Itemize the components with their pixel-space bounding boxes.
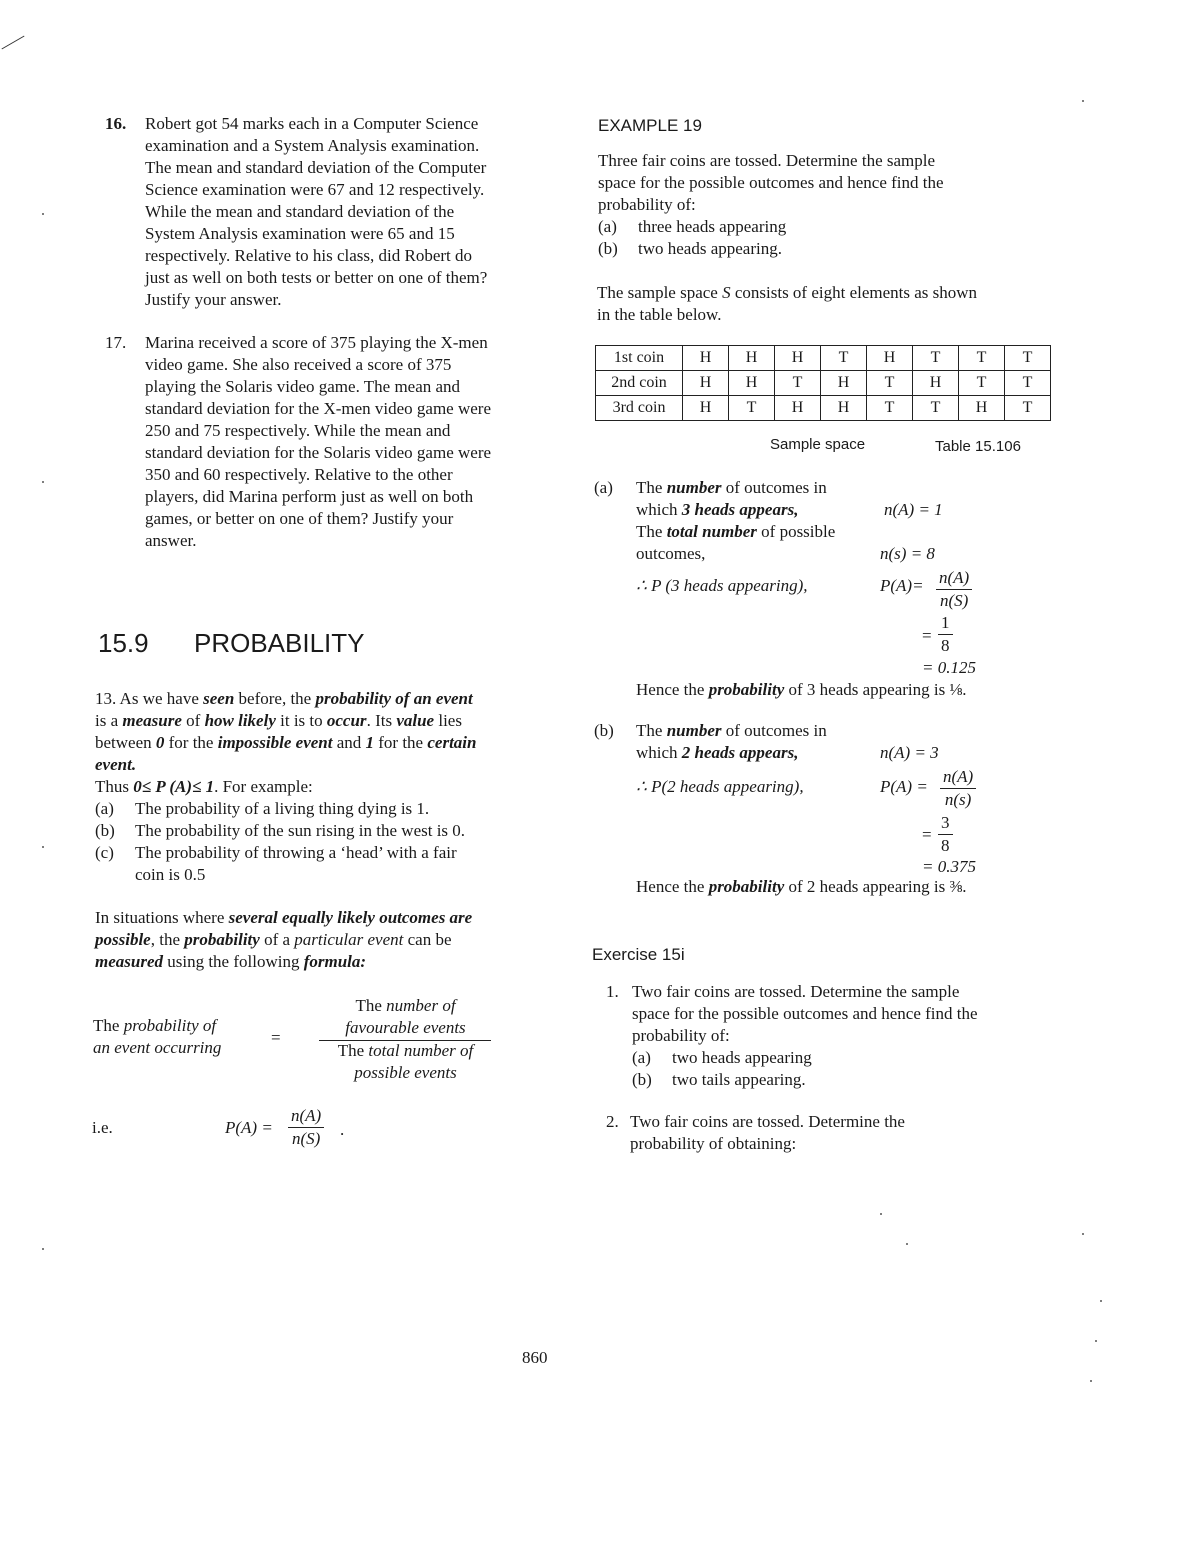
question-number: 1. bbox=[606, 982, 619, 1001]
text-line: space for the possible outcomes and hence find the bbox=[632, 1004, 978, 1023]
denominator: 8 bbox=[941, 636, 950, 655]
fraction-na-ns bbox=[936, 567, 972, 612]
text-emphasis: several equally likely outcomes are bbox=[228, 908, 473, 927]
table-cell: T bbox=[959, 371, 1005, 396]
formula-fraction bbox=[288, 1105, 324, 1150]
denominator: n(S) bbox=[939, 591, 969, 610]
text-line: space for the possible outcomes and hence find the bbox=[598, 173, 944, 192]
text-line: 350 and 60 respectively. Relative to the other bbox=[145, 465, 453, 484]
table-cell: H bbox=[683, 371, 729, 396]
sample-space-table bbox=[595, 345, 1051, 421]
table-row bbox=[596, 371, 1051, 396]
fraction-na-ns bbox=[940, 766, 976, 811]
text-emphasis: probability bbox=[708, 680, 785, 699]
table-cell: T bbox=[821, 346, 867, 371]
item-text: two heads appearing bbox=[672, 1048, 812, 1067]
text: and bbox=[332, 733, 366, 752]
text: The bbox=[337, 1041, 369, 1060]
table-cell: H bbox=[821, 396, 867, 421]
item-text: The probability of a living thing dying is 1. bbox=[135, 799, 430, 818]
probability-statement: ∴ P(2 heads appearing), bbox=[636, 777, 804, 796]
scan-speck bbox=[906, 1243, 908, 1245]
row-header: 3rd coin bbox=[596, 396, 683, 421]
text-emphasis: how likely bbox=[204, 711, 276, 730]
table-cell: H bbox=[959, 396, 1005, 421]
scan-speck bbox=[1082, 1233, 1084, 1235]
text: can be bbox=[403, 930, 452, 949]
text-line: Robert got 54 marks each in a Computer Science bbox=[145, 114, 479, 133]
text-emphasis: possible events bbox=[354, 1063, 457, 1082]
text-line: Three fair coins are tossed. Determine the sample bbox=[598, 151, 936, 170]
result-ns: n(s) = 8 bbox=[880, 544, 935, 563]
list-item bbox=[632, 1069, 978, 1091]
item-text: three heads appearing bbox=[638, 217, 787, 236]
table-reference: Table 15.106 bbox=[935, 438, 1021, 455]
decimal-result: = 0.375 bbox=[922, 857, 976, 876]
text-line: Two fair coins are tossed. Determine the sample bbox=[632, 982, 960, 1001]
text-line: playing the Solaris video game. The mean and bbox=[145, 377, 461, 396]
text: using the following bbox=[163, 952, 304, 971]
section-number: 15.9 bbox=[98, 628, 149, 658]
fraction-value bbox=[938, 612, 953, 657]
item-label: (a) bbox=[598, 217, 617, 236]
numerator: 1 bbox=[938, 612, 953, 635]
sample-space-table-wrap bbox=[595, 345, 1051, 421]
text: of outcomes in bbox=[721, 478, 827, 497]
text-line: answer. bbox=[145, 531, 197, 550]
pa-label: P(A)= bbox=[880, 576, 924, 595]
section-title: PROBABILITY bbox=[194, 628, 365, 658]
text: lies bbox=[434, 711, 462, 730]
situations-paragraph bbox=[95, 907, 472, 973]
scan-speck bbox=[1100, 1300, 1102, 1302]
text: of outcomes in bbox=[721, 721, 827, 740]
ie-label: i.e. bbox=[92, 1118, 113, 1137]
examples-list bbox=[95, 798, 555, 886]
text-emphasis: 0 bbox=[155, 733, 165, 752]
item-label: (c) bbox=[95, 843, 114, 862]
denominator: n(s) bbox=[944, 790, 972, 809]
text: for the bbox=[374, 733, 428, 752]
section-heading bbox=[98, 628, 365, 659]
table-cell: T bbox=[1005, 371, 1051, 396]
sample-space-intro bbox=[597, 282, 977, 326]
equals-sign: = bbox=[922, 825, 932, 844]
text-line: Two fair coins are tossed. Determine the bbox=[630, 1112, 905, 1131]
text-emphasis: impossible event bbox=[217, 733, 333, 752]
table-cell: H bbox=[867, 346, 913, 371]
text: of a bbox=[259, 930, 295, 949]
text-emphasis: an event occurring bbox=[93, 1038, 222, 1057]
pa-label: P(A) = bbox=[880, 777, 928, 796]
list-item bbox=[95, 864, 555, 886]
table-row bbox=[596, 346, 1051, 371]
text: , the bbox=[150, 930, 185, 949]
equals-sign: = bbox=[922, 626, 932, 645]
text-emphasis: number bbox=[666, 478, 722, 497]
text: The sample space bbox=[597, 283, 723, 302]
text: consists of eight elements as shown bbox=[730, 283, 978, 302]
text-emphasis: 3 heads appears, bbox=[681, 500, 799, 519]
table-cell: H bbox=[729, 346, 775, 371]
text-line: games, or better on one of them? Justify your bbox=[145, 509, 454, 528]
row-header: 2nd coin bbox=[596, 371, 683, 396]
item-text: coin is 0.5 bbox=[135, 865, 206, 884]
table-cell: H bbox=[775, 396, 821, 421]
scan-speck bbox=[42, 1248, 44, 1250]
scan-speck bbox=[42, 846, 44, 848]
scan-speck bbox=[880, 1213, 882, 1215]
denominator: 8 bbox=[941, 836, 950, 855]
text: . Its bbox=[366, 711, 397, 730]
text-line: players, did Marina perform just as well on both bbox=[145, 487, 474, 506]
text: of bbox=[181, 711, 205, 730]
text-emphasis: measured bbox=[95, 952, 163, 971]
table-cell: H bbox=[729, 371, 775, 396]
text-line: examination and a System Analysis examination. bbox=[145, 136, 480, 155]
item-text: The probability of the sun rising in the west is 0. bbox=[135, 821, 466, 840]
text: outcomes, bbox=[636, 544, 706, 563]
text: which bbox=[636, 743, 682, 762]
text-emphasis: number bbox=[666, 721, 722, 740]
text-emphasis: favourable events bbox=[345, 1018, 466, 1037]
text-line: just as well on both tests or better on one of them? bbox=[145, 268, 488, 287]
text-line: System Analysis examination were 65 and 15 bbox=[145, 224, 455, 243]
equals-sign: = bbox=[271, 1028, 281, 1047]
exercise-title: Exercise 15i bbox=[592, 945, 685, 964]
item-text: The probability of throwing a ‘head’ with a fair bbox=[135, 843, 457, 862]
text-line: Justify your answer. bbox=[145, 290, 282, 309]
text: The bbox=[93, 1016, 124, 1035]
numerator: n(A) bbox=[288, 1105, 324, 1128]
text-emphasis: formula: bbox=[303, 952, 367, 971]
table-cell: T bbox=[1005, 346, 1051, 371]
text-emphasis: measure bbox=[122, 711, 182, 730]
item-text: two tails appearing. bbox=[672, 1070, 806, 1089]
text-emphasis: event. bbox=[95, 755, 137, 774]
list-item bbox=[598, 238, 944, 260]
text: in the table below. bbox=[597, 305, 722, 324]
set-symbol: S bbox=[722, 283, 731, 302]
question-number: 16. bbox=[105, 114, 127, 133]
item-label: (b) bbox=[598, 239, 618, 258]
item-label: (b) bbox=[632, 1070, 652, 1089]
text-emphasis: probability of an event bbox=[315, 689, 473, 708]
text-line: respectively. Relative to his class, did Robert do bbox=[145, 246, 473, 265]
text: . For example: bbox=[214, 777, 313, 796]
text: for the bbox=[164, 733, 218, 752]
scan-speck bbox=[1082, 100, 1084, 102]
text-line: The mean and standard deviation of the Computer bbox=[145, 158, 487, 177]
table-cell: H bbox=[683, 396, 729, 421]
fraction-value bbox=[938, 812, 953, 857]
text: 13. As we have bbox=[95, 689, 204, 708]
question-number: 2. bbox=[606, 1112, 619, 1131]
numerator: n(A) bbox=[936, 567, 972, 590]
text: Hence the bbox=[636, 877, 709, 896]
text: Thus bbox=[95, 777, 134, 796]
text-emphasis: 2 heads appears, bbox=[681, 743, 799, 762]
text-emphasis: total number of bbox=[368, 1041, 474, 1060]
scan-speck bbox=[1095, 1340, 1097, 1342]
result-na: n(A) = 1 bbox=[884, 500, 943, 519]
text: which bbox=[636, 500, 682, 519]
text-emphasis: seen bbox=[203, 689, 235, 708]
formula-pa bbox=[92, 1105, 392, 1155]
text-emphasis: occur bbox=[326, 711, 367, 730]
text-line: Marina received a score of 375 playing the X-men bbox=[145, 333, 488, 352]
text: of 3 heads appearing is ⅛. bbox=[784, 680, 967, 699]
intro-paragraph bbox=[95, 688, 555, 886]
item-text: two heads appearing. bbox=[638, 239, 782, 258]
table-cell: T bbox=[913, 346, 959, 371]
text: The bbox=[355, 996, 387, 1015]
page-number: 860 bbox=[522, 1348, 548, 1367]
example-statement bbox=[598, 150, 944, 260]
question-number: 17. bbox=[105, 333, 127, 352]
text-line: Science examination were 67 and 12 respectively. bbox=[145, 180, 485, 199]
text-emphasis: number of bbox=[386, 996, 456, 1015]
probability-statement: ∴ P (3 heads appearing), bbox=[636, 576, 808, 595]
list-item bbox=[95, 842, 555, 864]
text: before, the bbox=[234, 689, 316, 708]
scan-speck bbox=[42, 213, 44, 215]
item-label: (a) bbox=[632, 1048, 651, 1067]
item-label: (a) bbox=[95, 799, 114, 818]
text-line: video game. She also received a score of 375 bbox=[145, 355, 452, 374]
text-line: probability of: bbox=[598, 195, 696, 214]
text-emphasis: possible bbox=[95, 930, 151, 949]
list-item bbox=[632, 1047, 978, 1069]
table-cell: H bbox=[913, 371, 959, 396]
text-emphasis: probability bbox=[184, 930, 260, 949]
list-item bbox=[95, 798, 555, 820]
text: Hence the bbox=[636, 680, 709, 699]
text-emphasis: certain bbox=[427, 733, 477, 752]
text-emphasis: value bbox=[396, 711, 435, 730]
text-emphasis: probability bbox=[708, 877, 785, 896]
decimal-result: = 0.125 bbox=[922, 658, 976, 677]
text-emphasis: probability of bbox=[123, 1016, 217, 1035]
text: In situations where bbox=[95, 908, 229, 927]
text-line: probability of obtaining: bbox=[630, 1134, 797, 1153]
item-label: (b) bbox=[95, 821, 115, 840]
scan-speck bbox=[42, 481, 44, 483]
table-cell: H bbox=[821, 371, 867, 396]
solution-part-a bbox=[594, 477, 1014, 702]
text-line: standard deviation for the X-men video game were bbox=[145, 399, 492, 418]
denominator: n(S) bbox=[291, 1129, 321, 1148]
list-item bbox=[95, 820, 555, 842]
inequality: 0≤ P (A)≤ 1 bbox=[133, 777, 215, 796]
text: The bbox=[636, 478, 667, 497]
table-cell: T bbox=[867, 371, 913, 396]
text-line: standard deviation for the Solaris video game were bbox=[145, 443, 492, 462]
solution-part-b bbox=[594, 720, 1014, 900]
list-item bbox=[598, 216, 944, 238]
text: is a bbox=[95, 711, 123, 730]
table-cell: H bbox=[683, 346, 729, 371]
part-label: (b) bbox=[594, 721, 614, 740]
text: of possible bbox=[756, 522, 836, 541]
text-emphasis: particular event bbox=[294, 930, 404, 949]
text: between bbox=[95, 733, 156, 752]
text-line: While the mean and standard deviation of the bbox=[145, 202, 455, 221]
scan-mark bbox=[1, 36, 24, 50]
text: of 2 heads appearing is ⅜. bbox=[784, 877, 967, 896]
table-cell: H bbox=[775, 346, 821, 371]
text: The bbox=[636, 522, 667, 541]
text-line: 250 and 75 respectively. While the mean and bbox=[145, 421, 451, 440]
table-cell: T bbox=[729, 396, 775, 421]
table-cell: T bbox=[1005, 396, 1051, 421]
formula-lhs: P(A) = bbox=[225, 1118, 273, 1137]
text-emphasis: 1 bbox=[365, 733, 375, 752]
example-title: EXAMPLE 19 bbox=[598, 116, 702, 135]
numerator: n(A) bbox=[940, 766, 976, 789]
text-emphasis: total number bbox=[666, 522, 757, 541]
table-caption: Sample space bbox=[770, 436, 866, 453]
result-na: n(A) = 3 bbox=[880, 743, 939, 762]
table-row bbox=[596, 396, 1051, 421]
text: The bbox=[636, 721, 667, 740]
table-cell: T bbox=[775, 371, 821, 396]
part-label: (a) bbox=[594, 478, 613, 497]
scan-speck bbox=[1090, 1380, 1092, 1382]
word-formula bbox=[93, 995, 513, 1090]
table-cell: T bbox=[959, 346, 1005, 371]
text: it is to bbox=[275, 711, 327, 730]
row-header: 1st coin bbox=[596, 346, 683, 371]
table-cell: T bbox=[867, 396, 913, 421]
period: . bbox=[340, 1120, 345, 1139]
table-cell: T bbox=[913, 396, 959, 421]
text-line: probability of: bbox=[632, 1026, 730, 1045]
numerator: 3 bbox=[938, 812, 953, 835]
